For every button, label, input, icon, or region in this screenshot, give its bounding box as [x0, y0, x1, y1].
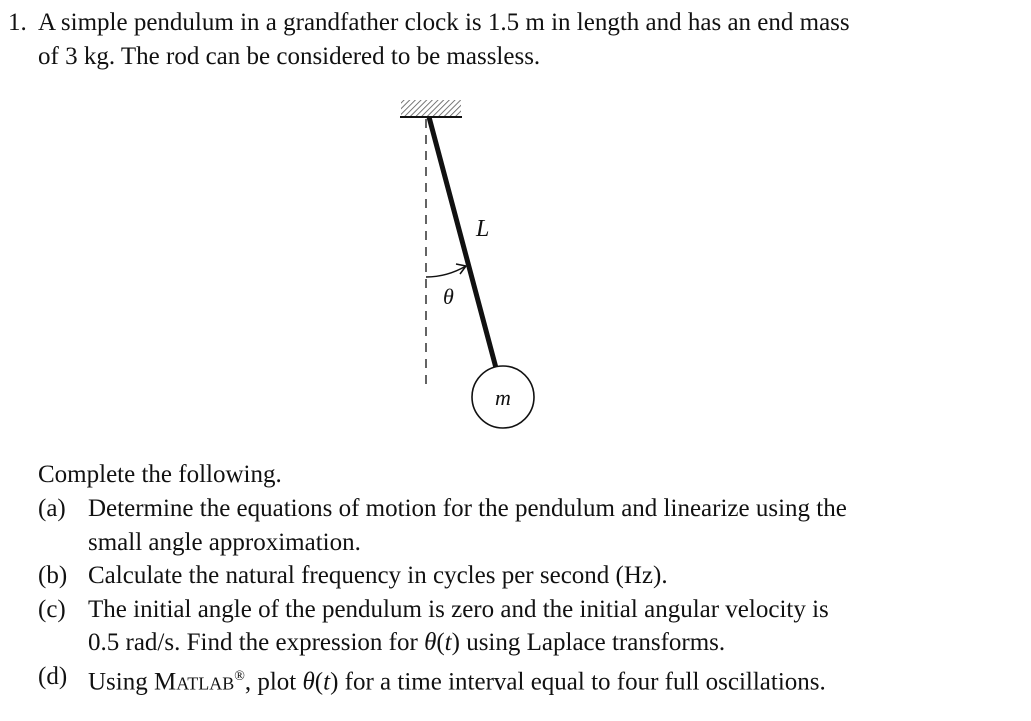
part-c-theta: θ: [424, 629, 437, 656]
part-d: [38, 660, 998, 699]
part-c-line-1: The initial angle of the pendulum is zero and the initial angular velocity is: [88, 595, 829, 623]
angle-label: θ: [443, 284, 454, 309]
part-d-paren-open: (: [314, 667, 324, 695]
part-d-tag: (d): [38, 662, 68, 690]
part-c-line-2-post: using Laplace transforms.: [459, 629, 726, 656]
part-d-theta: θ: [302, 667, 315, 695]
instructions: Complete the following.: [38, 461, 282, 488]
part-b: [38, 559, 998, 593]
part-d-t: t: [323, 667, 331, 695]
part-c: [38, 593, 998, 660]
statement-line-1: A simple pendulum in a grandfather clock is 1.5 m in length and has an end mass: [38, 9, 850, 36]
part-d-paren-close: ): [330, 667, 339, 695]
registered-mark: ®: [234, 668, 245, 684]
part-b-line-1: Calculate the natural frequency in cycles per second (Hz).: [88, 562, 668, 589]
part-c-tag: (c): [38, 595, 66, 623]
statement-line-2: of 3 kg. The rod can be considered to be massless.: [38, 43, 541, 70]
part-d-mid: , plot: [244, 667, 303, 695]
parts-list: [38, 492, 998, 698]
matlab-initial: M: [153, 667, 177, 695]
part-a-tag: (a): [38, 495, 66, 522]
part-c-line-2-pre: 0.5 rad/s. Find the expression for: [88, 629, 425, 656]
part-a: [38, 492, 998, 559]
part-c-t: t: [444, 629, 452, 656]
problem-number: 1.: [8, 9, 27, 36]
mass-label: m: [495, 385, 511, 410]
part-c-paren-open: (: [436, 629, 445, 656]
angle-arc: [426, 266, 466, 277]
part-a-line-2: small angle approximation.: [88, 528, 361, 556]
part-d-post: for a time interval equal to four full oscillations.: [338, 667, 826, 695]
ceiling-support: [401, 100, 461, 116]
part-c-paren-close: ): [451, 629, 460, 656]
part-d-pre: Using: [88, 667, 154, 695]
part-a-line-1: Determine the equations of motion for the pendulum and linearize using the: [88, 495, 847, 522]
pendulum-rod: [429, 117, 496, 368]
length-label: L: [476, 216, 490, 242]
part-b-tag: (b): [38, 562, 68, 589]
matlab-rest: atlab: [176, 667, 235, 695]
